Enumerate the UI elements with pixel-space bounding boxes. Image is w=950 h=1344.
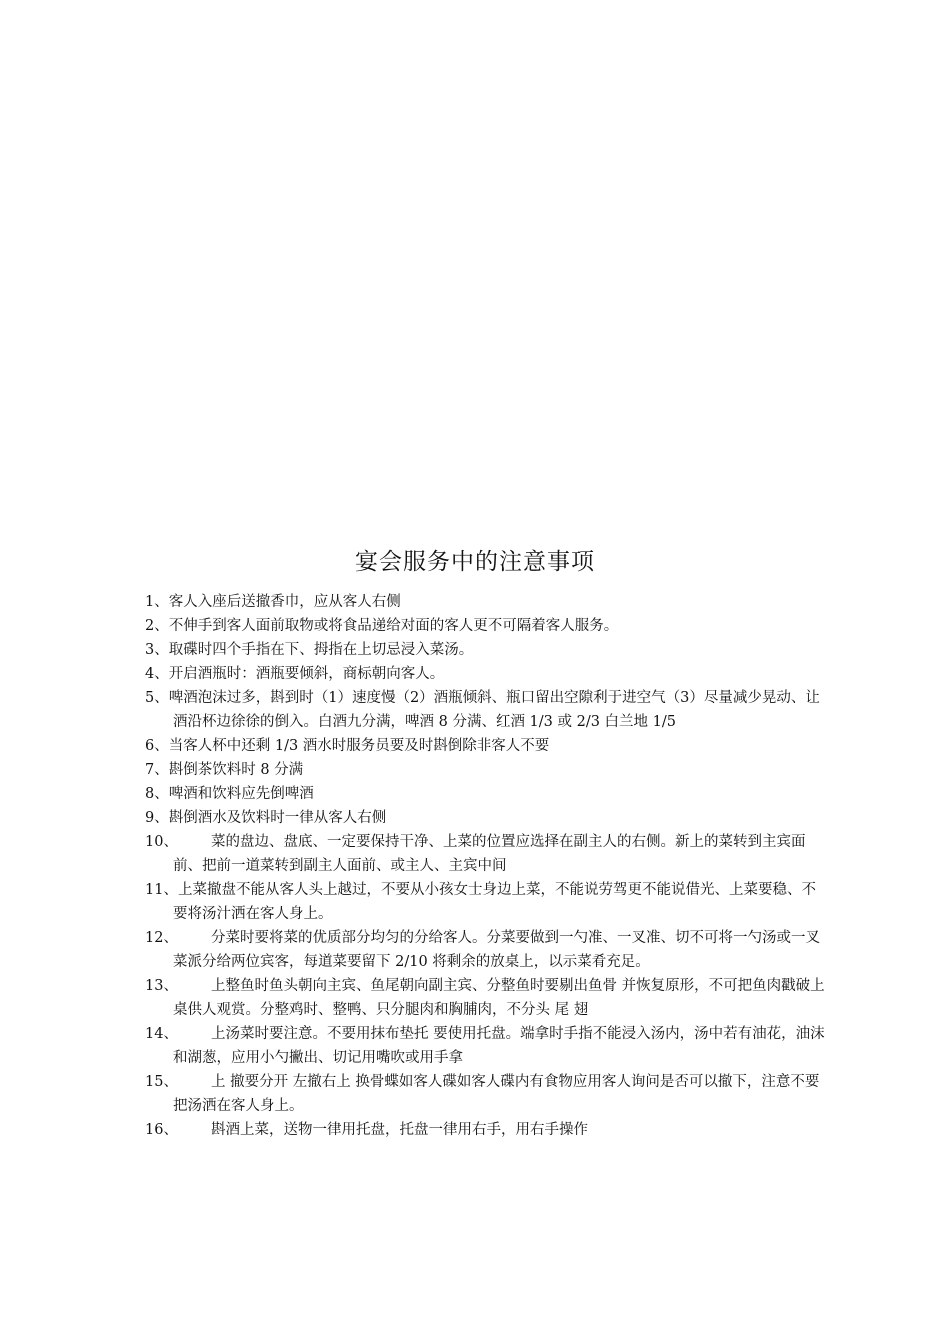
item-number: 9、	[145, 810, 169, 826]
list-item	[145, 614, 825, 638]
list-item	[145, 1118, 825, 1142]
item-text: 斟酒上菜，送物一律用托盘，托盘一律用右手，用右手操作	[211, 1122, 588, 1138]
list-item	[145, 590, 825, 614]
item-text: 菜的盘边、盘底、一定要保持干净、上菜的位置应选择在副主人的右侧。新上的菜转到主宾面前、把前一道菜转到副主人面前、或主人、主宾中间	[173, 834, 806, 874]
item-text: 客人入座后送撤香巾，应从客人右侧	[168, 594, 401, 610]
item-text: 不伸手到客人面前取物或将食品递给对面的客人更不可隔着客人服务。	[168, 618, 619, 634]
item-text: 开启酒瓶时：酒瓶要倾斜，商标朝向客人。	[168, 666, 445, 682]
item-text: 啤酒和饮料应先倒啤酒	[168, 786, 314, 802]
item-text: 当客人杯中还剩 1/3 酒水时服务员要及时斟倒除非客人不要	[168, 738, 550, 754]
item-text: 斟倒酒水及饮料时一律从客人右侧	[168, 810, 387, 826]
list-item	[145, 662, 825, 686]
item-text: 上菜撤盘不能从客人头上越过，不要从小孩女士身边上菜，不能说劳驾更不能说借光、上菜要稳、不要将汤汁洒在客人身上。	[173, 882, 816, 922]
item-number: 14、	[145, 1026, 178, 1042]
list-item	[145, 878, 825, 926]
item-number: 6、	[145, 738, 169, 754]
item-text: 上 撤要分开 左撤右上 换骨蝶如客人碟如客人碟内有食物应用客人询问是否可以撤下，注意不要把汤洒在客人身上。	[173, 1074, 820, 1114]
list-item	[145, 1070, 825, 1118]
item-number: 8、	[145, 786, 169, 802]
item-number: 15、	[145, 1074, 178, 1090]
item-number: 11、	[145, 882, 178, 898]
item-text: 取碟时四个手指在下、拇指在上切忌浸入菜汤。	[168, 642, 474, 658]
item-text: 上整鱼时鱼头朝向主宾、鱼尾朝向副主宾、分整鱼时要剔出鱼骨 并恢复原形，不可把鱼肉戳破上桌供人观赏。分整鸡时、整鸭、只分腿肉和胸脯肉，不分头 尾 翅	[173, 978, 825, 1018]
item-number: 4、	[145, 666, 169, 682]
item-number: 1、	[145, 594, 169, 610]
list-item	[145, 926, 825, 974]
item-text: 斟倒茶饮料时 8 分满	[168, 762, 304, 778]
item-number: 13、	[145, 978, 178, 994]
item-text: 上汤菜时要注意。不要用抹布垫托 要使用托盘。端拿时手指不能浸入汤内，汤中若有油花，油沫和湖葱，应用小勺撇出、切记用嘴吹或用手拿	[173, 1026, 825, 1066]
item-number: 12、	[145, 930, 178, 946]
item-number: 16、	[145, 1122, 178, 1138]
list-item	[145, 974, 825, 1022]
list-item	[145, 806, 825, 830]
list-item	[145, 638, 825, 662]
list-item	[145, 782, 825, 806]
page-title: 宴会服务中的注意事项	[355, 549, 595, 575]
list-item	[145, 734, 825, 758]
list-item	[145, 1022, 825, 1070]
list-item	[145, 758, 825, 782]
notes-list	[145, 590, 825, 1142]
list-item	[145, 686, 825, 734]
list-item	[145, 830, 825, 878]
item-number: 10、	[145, 834, 178, 850]
item-number: 5、	[145, 690, 169, 706]
item-number: 7、	[145, 762, 169, 778]
item-number: 3、	[145, 642, 169, 658]
item-text: 啤酒泡沫过多，斟到时（1）速度慢（2）酒瓶倾斜、瓶口留出空隙利于进空气（3）尽量减少晃动、让酒沿杯边徐徐的倒入。白酒九分满，啤酒 8 分满、红酒 1/3 或 2/3 白兰地 1/5	[168, 690, 820, 730]
item-text: 分菜时要将菜的优质部分均匀的分给客人。分菜要做到一勺准、一叉准、切不可将一勺汤或一叉菜派分给两位宾客，每道菜要留下 2/10 将剩余的放桌上，以示菜肴充足。	[173, 930, 820, 970]
item-number: 2、	[145, 618, 169, 634]
